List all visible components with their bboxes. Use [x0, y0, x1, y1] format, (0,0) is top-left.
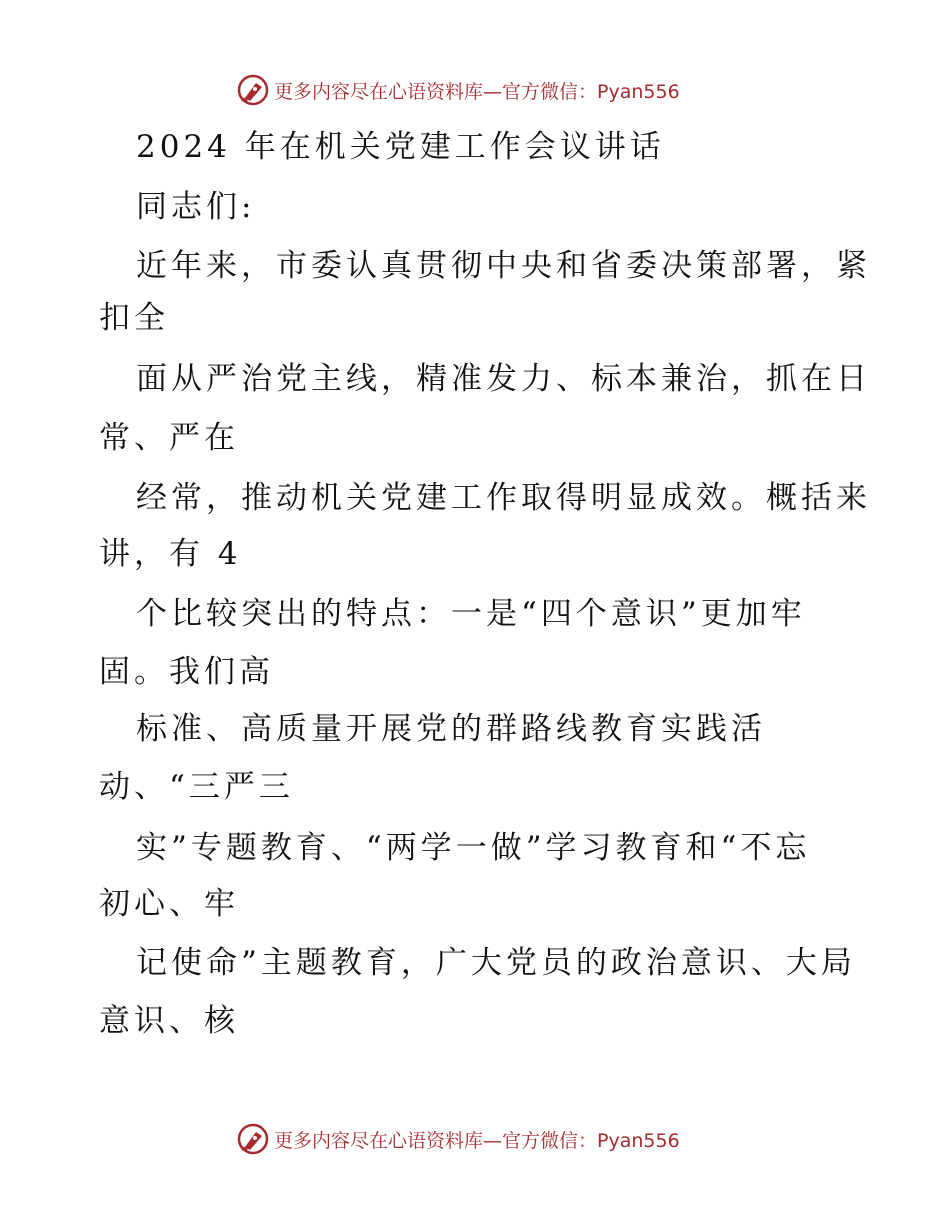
document-title: 2024 年在机关党建工作会议讲话	[136, 129, 665, 165]
body-line: 讲，有 4	[99, 536, 242, 572]
body-line: 标准、高质量开展党的群路线教育实践活	[136, 711, 766, 747]
body-line: 记使命”主题教育，广大党员的政治意识、大局	[136, 945, 856, 981]
footer-watermark	[236, 1121, 680, 1157]
body-line: 面从严治党主线，精准发力、标本兼治，抓在日	[136, 361, 871, 397]
salutation: 同志们:	[136, 189, 256, 225]
body-line: 近年来，市委认真贯彻中央和省委决策部署，紧	[136, 248, 871, 284]
body-line: 固。我们高	[99, 654, 274, 690]
body-line: 扣全	[99, 300, 169, 336]
body-line: 经常，推动机关党建工作取得明显成效。概括来	[136, 480, 871, 516]
body-line: 意识、核	[99, 1003, 239, 1039]
body-line: 个比较突出的特点：一是“四个意识”更加牢	[136, 596, 806, 632]
pen-nib-logo-icon	[236, 1122, 270, 1156]
watermark-text: 更多内容尽在心语资料库—官方微信：Pyan556	[274, 1129, 680, 1152]
body-line: 实”专题教育、“两学一做”学习教育和“不忘	[136, 830, 811, 866]
watermark-text: 更多内容尽在心语资料库—官方微信：Pyan556	[274, 80, 680, 103]
body-line: 初心、牢	[99, 886, 239, 922]
body-line: 常、严在	[99, 420, 239, 456]
body-line: 动、“三严三	[99, 769, 294, 805]
